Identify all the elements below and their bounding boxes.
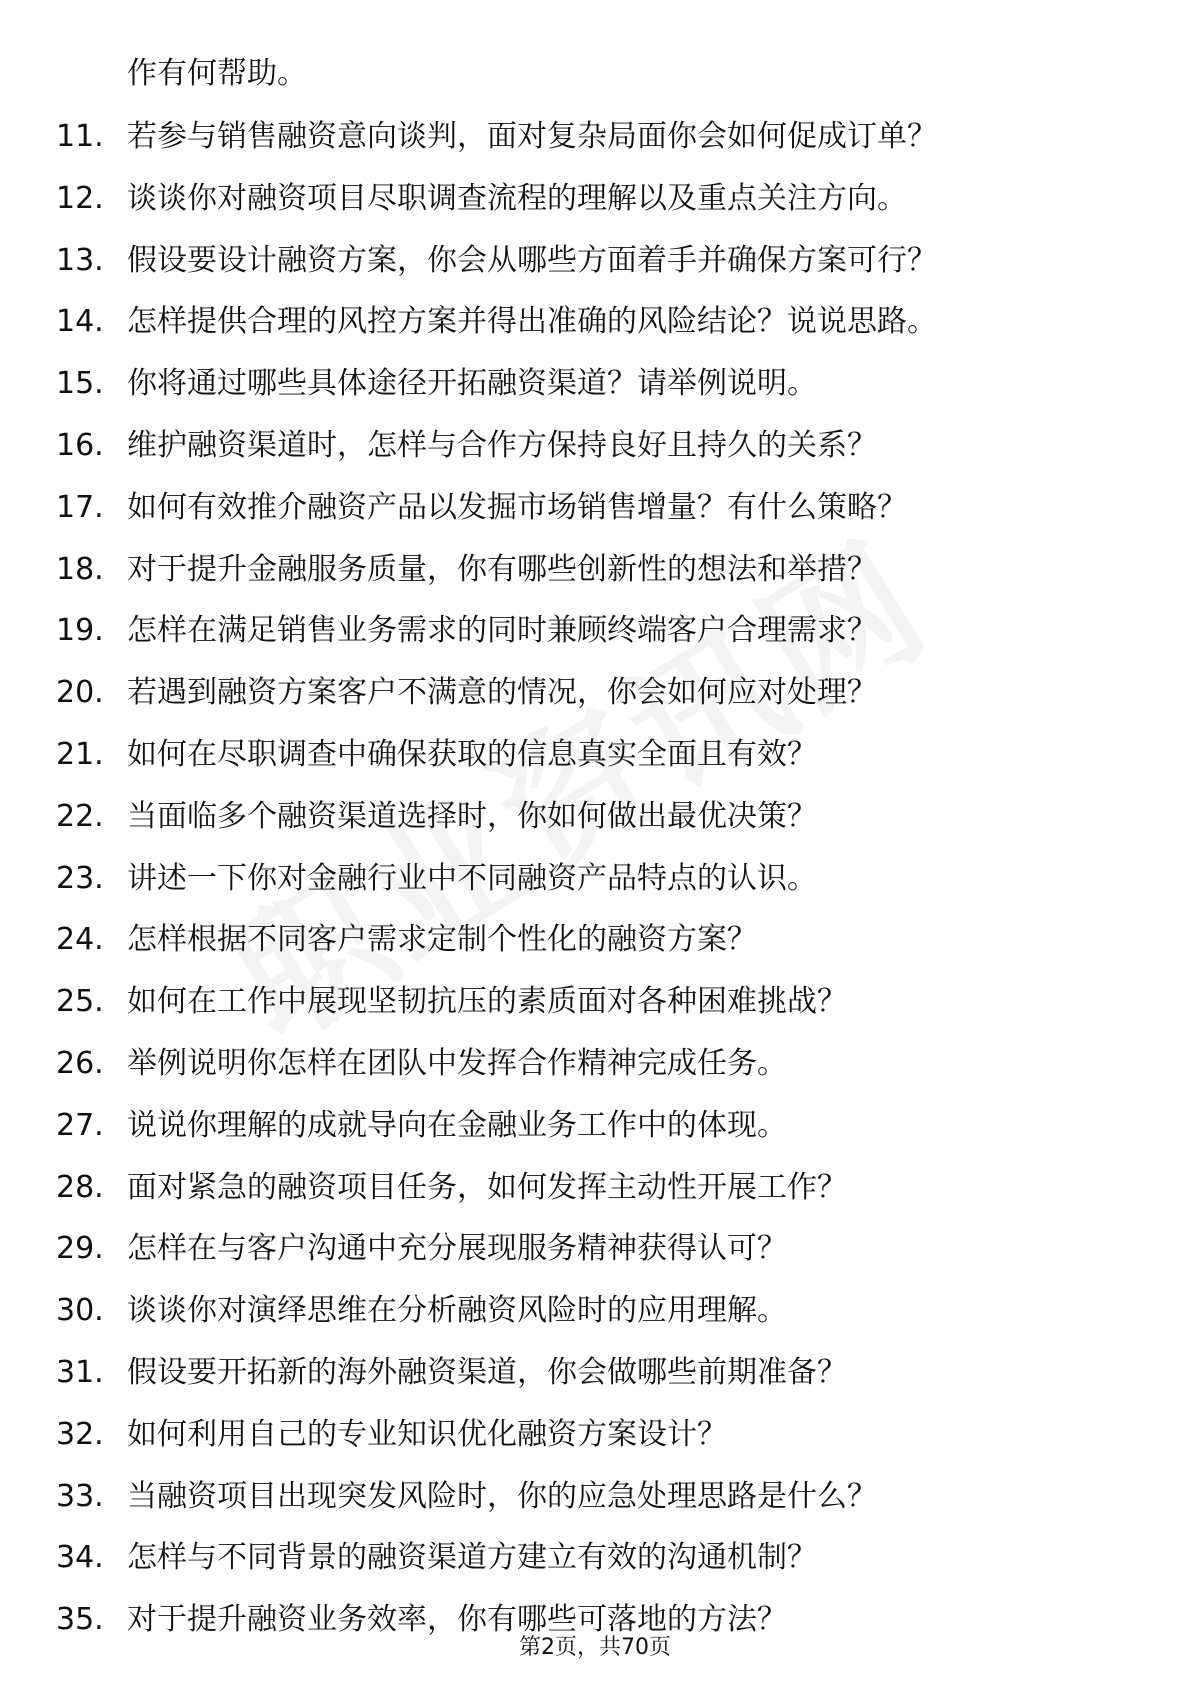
question-text: 谈谈你对演绎思维在分析融资风险时的应用理解。 xyxy=(127,1293,787,1329)
question-text: 假设要设计融资方案，你会从哪些方面着手并确保方案可行？ xyxy=(127,242,937,278)
question-item xyxy=(0,1466,1190,1528)
question-item xyxy=(0,291,1190,353)
question-text: 讲述一下你对金融行业中不同融资产品特点的认识。 xyxy=(127,860,817,896)
question-number: 16. xyxy=(56,427,104,463)
question-number: 19. xyxy=(56,613,104,649)
question-text: 谈谈你对融资项目尽职调查流程的理解以及重点关注方向。 xyxy=(127,180,907,216)
question-item xyxy=(0,1033,1190,1095)
question-text: 怎样与不同背景的融资渠道方建立有效的沟通机制？ xyxy=(127,1540,817,1576)
question-text: 若遇到融资方案客户不满意的情况，你会如何应对处理？ xyxy=(127,675,877,711)
question-item xyxy=(0,415,1190,477)
question-item xyxy=(0,909,1190,971)
question-number: 33. xyxy=(56,1478,104,1514)
page-footer: 第2页，共70页 xyxy=(519,1635,671,1660)
question-number: 25. xyxy=(56,984,104,1020)
question-text: 怎样根据不同客户需求定制个性化的融资方案？ xyxy=(127,922,757,958)
question-item xyxy=(0,1404,1190,1466)
question-number: 17. xyxy=(56,489,104,525)
question-item xyxy=(0,600,1190,662)
question-text: 若参与销售融资意向谈判，面对复杂局面你会如何促成订单？ xyxy=(127,119,937,154)
question-item xyxy=(0,539,1190,601)
question-number: 12. xyxy=(56,180,104,216)
question-text: 如何在工作中展现坚韧抗压的素质面对各种困难挑战？ xyxy=(127,984,847,1020)
question-number: 26. xyxy=(56,1045,104,1081)
question-item xyxy=(0,1095,1190,1157)
question-text: 怎样在满足销售业务需求的同时兼顾终端客户合理需求？ xyxy=(127,613,877,649)
question-text: 对于提升金融服务质量，你有哪些创新性的想法和举措？ xyxy=(127,551,877,587)
question-list xyxy=(0,106,1190,1651)
question-text: 面对紧急的融资项目任务，如何发挥主动性开展工作？ xyxy=(127,1169,847,1205)
question-text: 如何利用自己的专业知识优化融资方案设计？ xyxy=(127,1416,727,1452)
question-item xyxy=(0,786,1190,848)
question-text: 对于提升融资业务效率，你有哪些可落地的方法？ xyxy=(127,1602,787,1638)
question-number: 21. xyxy=(56,736,104,772)
question-number: 15. xyxy=(56,366,104,402)
question-item xyxy=(0,1342,1190,1404)
question-text: 假设要开拓新的海外融资渠道，你会做哪些前期准备？ xyxy=(127,1354,847,1390)
question-text: 如何有效推介融资产品以发掘市场销售增量？有什么策略？ xyxy=(127,489,907,525)
question-item xyxy=(0,106,1190,168)
question-number: 32. xyxy=(56,1416,104,1452)
question-item xyxy=(0,168,1190,230)
question-number: 14. xyxy=(56,304,104,340)
continuation-text: 作有何帮助。 xyxy=(127,56,307,91)
question-number: 20. xyxy=(56,675,104,711)
question-text: 说说你理解的成就导向在金融业务工作中的体现。 xyxy=(127,1107,787,1143)
question-item xyxy=(0,477,1190,539)
question-number: 29. xyxy=(56,1231,104,1267)
question-number: 23. xyxy=(56,860,104,896)
question-number: 30. xyxy=(56,1293,104,1329)
question-number: 13. xyxy=(56,242,104,278)
question-number: 24. xyxy=(56,922,104,958)
question-number: 22. xyxy=(56,798,104,834)
question-item xyxy=(0,353,1190,415)
question-number: 28. xyxy=(56,1169,104,1205)
question-item xyxy=(0,1280,1190,1342)
question-number: 34. xyxy=(56,1540,104,1576)
question-number: 27. xyxy=(56,1107,104,1143)
question-text: 举例说明你怎样在团队中发挥合作精神完成任务。 xyxy=(127,1045,787,1081)
question-item xyxy=(0,1527,1190,1589)
question-item xyxy=(0,848,1190,910)
question-text: 当融资项目出现突发风险时，你的应急处理思路是什么？ xyxy=(127,1478,877,1514)
question-text: 怎样提供合理的风控方案并得出准确的风险结论？说说思路。 xyxy=(127,304,937,340)
question-item xyxy=(0,1157,1190,1219)
question-item xyxy=(0,724,1190,786)
question-number: 35. xyxy=(56,1602,104,1638)
question-item xyxy=(0,971,1190,1033)
question-number: 18. xyxy=(56,551,104,587)
question-text: 当面临多个融资渠道选择时，你如何做出最优决策？ xyxy=(127,798,817,834)
question-item xyxy=(0,1218,1190,1280)
question-text: 你将通过哪些具体途径开拓融资渠道？请举例说明。 xyxy=(127,366,817,402)
question-number: 11. xyxy=(56,119,104,154)
question-text: 如何在尽职调查中确保获取的信息真实全面且有效？ xyxy=(127,736,817,772)
question-text: 怎样在与客户沟通中充分展现服务精神获得认可？ xyxy=(127,1231,787,1267)
question-text: 维护融资渠道时，怎样与合作方保持良好且持久的关系？ xyxy=(127,427,877,463)
question-item xyxy=(0,662,1190,724)
question-number: 31. xyxy=(56,1354,104,1390)
question-item xyxy=(0,230,1190,292)
